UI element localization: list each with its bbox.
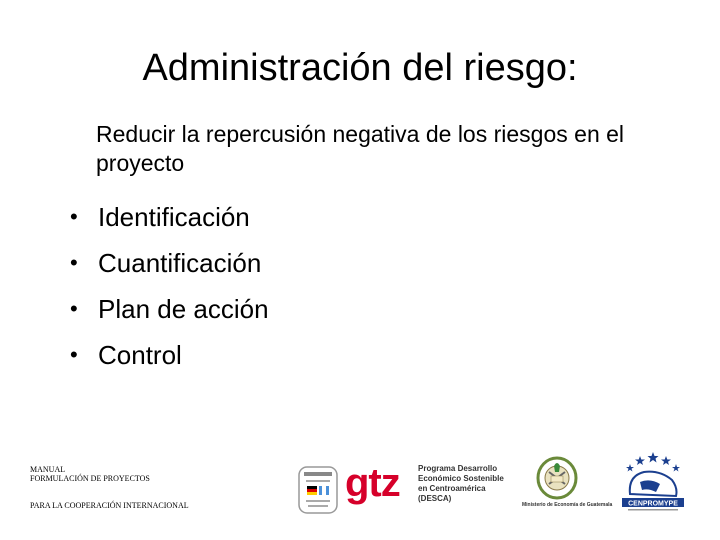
- bullet-text: Control: [98, 340, 182, 370]
- bullet-icon: •: [70, 342, 78, 367]
- manual-line: FORMULACIÓN DE PROYECTOS: [30, 474, 150, 483]
- coat-of-arms-logo: [535, 454, 579, 500]
- bullet-item: [70, 194, 269, 240]
- bullet-list: [70, 194, 269, 378]
- bullet-text: Plan de acción: [98, 294, 269, 324]
- ministerio-logo-text: Ministerio de Economía de Guatemala: [522, 502, 613, 508]
- gtz-logo: gtz: [345, 461, 400, 505]
- manual-line: PARA LA COOPERACIÓN INTERNACIONAL: [30, 501, 189, 510]
- cooperation-badge-logo: [298, 466, 338, 514]
- bullet-text: Identificación: [98, 202, 250, 232]
- slide-title: Administración del riesgo:: [142, 47, 578, 89]
- desca-logo: Programa Desarrollo Económico Sostenible en Centroamérica (DESCA): [418, 464, 504, 503]
- bullet-icon: •: [70, 296, 78, 321]
- sponsor-logos: [290, 448, 690, 518]
- bullet-text: Cuantificación: [98, 248, 262, 278]
- bullet-item: [70, 240, 269, 286]
- bullet-icon: •: [70, 204, 78, 229]
- manual-line: MANUAL: [30, 465, 66, 474]
- cenpromype-logo: [620, 448, 686, 514]
- slide-subtitle: Reducir la repercusión negativa de los riesgos en el proyecto: [96, 121, 625, 176]
- cenpromype-logo-text: CENPROMYPE: [628, 500, 678, 508]
- manual-footer-text: [30, 465, 189, 510]
- bullet-item: [70, 286, 269, 332]
- bullet-item: [70, 332, 269, 378]
- bullet-icon: •: [70, 250, 78, 275]
